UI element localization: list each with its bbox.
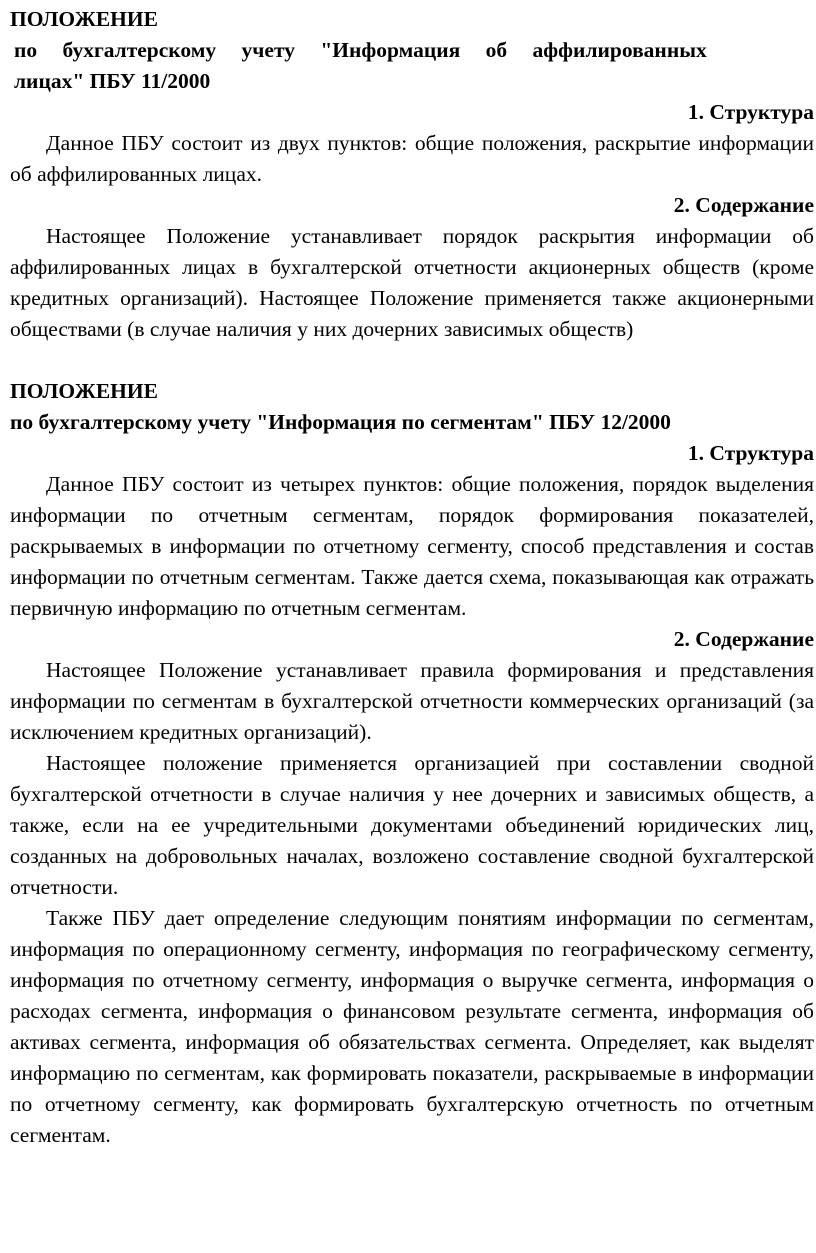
- subtitle-line-2: лицах" ПБУ 11/2000: [14, 69, 211, 93]
- heading-content: 2. Содержание: [673, 193, 814, 217]
- heading-content: 2. Содержание: [673, 627, 814, 651]
- section-subtitle: [10, 35, 814, 97]
- section-subtitle: по бухгалтерскому учету "Информация по сегментам" ПБУ 12/2000: [10, 410, 671, 434]
- section-title: ПОЛОЖЕНИЕ: [10, 379, 158, 403]
- heading-structure: 1. Структура: [687, 100, 814, 124]
- section-pbu-11: [10, 4, 814, 345]
- paragraph-content-3: Также ПБУ дает определение следующим понятиям информации по сегментам, информация по операционному сегменту, информация по географическому сегменту, информация по отчетному сегменту, информация о выручке сегмента, информация о расходах сегмента, информация о финансовом результате сегмента, информация об активах сегмента, информация об обязательствах сегмента. Определяет, как выделят информацию по сегментам, как формировать показатели, раскрываемые в информации по отчетному сегменту, как формировать бухгалтерскую отчетность по отчетным сегментам.: [10, 906, 814, 1147]
- section-title: ПОЛОЖЕНИЕ: [10, 7, 158, 31]
- heading-structure: 1. Структура: [687, 441, 814, 465]
- paragraph-structure: Данное ПБУ состоит из четырех пунктов: общие положения, порядок выделения информации по отчетным сегментам, порядок формирования показателей, раскрываемых в информации по отчетному сегменту, способ представления и состав информации по отчетным сегментам. Также дается схема, показывающая как отражать первичную информацию по отчетным сегментам.: [10, 472, 814, 620]
- subtitle-line-1: по бухгалтерскому учету "Информация об аффилированных: [14, 38, 707, 62]
- paragraph-structure: Данное ПБУ состоит из двух пунктов: общие положения, раскрытие информации об аффилированных лицах.: [10, 131, 814, 186]
- section-pbu-12: [10, 376, 814, 1151]
- paragraph-content-1: Настоящее Положение устанавливает правила формирования и представления информации по сегментам в бухгалтерской отчетности коммерческих организаций (за исключением кредитных организаций).: [10, 658, 814, 744]
- paragraph-content: Настоящее Положение устанавливает порядок раскрытия информации об аффилированных лицах в бухгалтерской отчетности акционерных обществ (кроме кредитных организаций). Настоящее Положение применяется также акционерными обществами (в случае наличия у них дочерних зависимых обществ): [10, 224, 814, 341]
- paragraph-content-2: Настоящее положение применяется организацией при составлении сводной бухгалтерской отчетности в случае наличия у нее дочерних и зависимых обществ, а также, если на ее учредительными документами объединений юридических лиц, созданных на добровольных началах, возложено составление сводной бухгалтерской отчетности.: [10, 751, 814, 899]
